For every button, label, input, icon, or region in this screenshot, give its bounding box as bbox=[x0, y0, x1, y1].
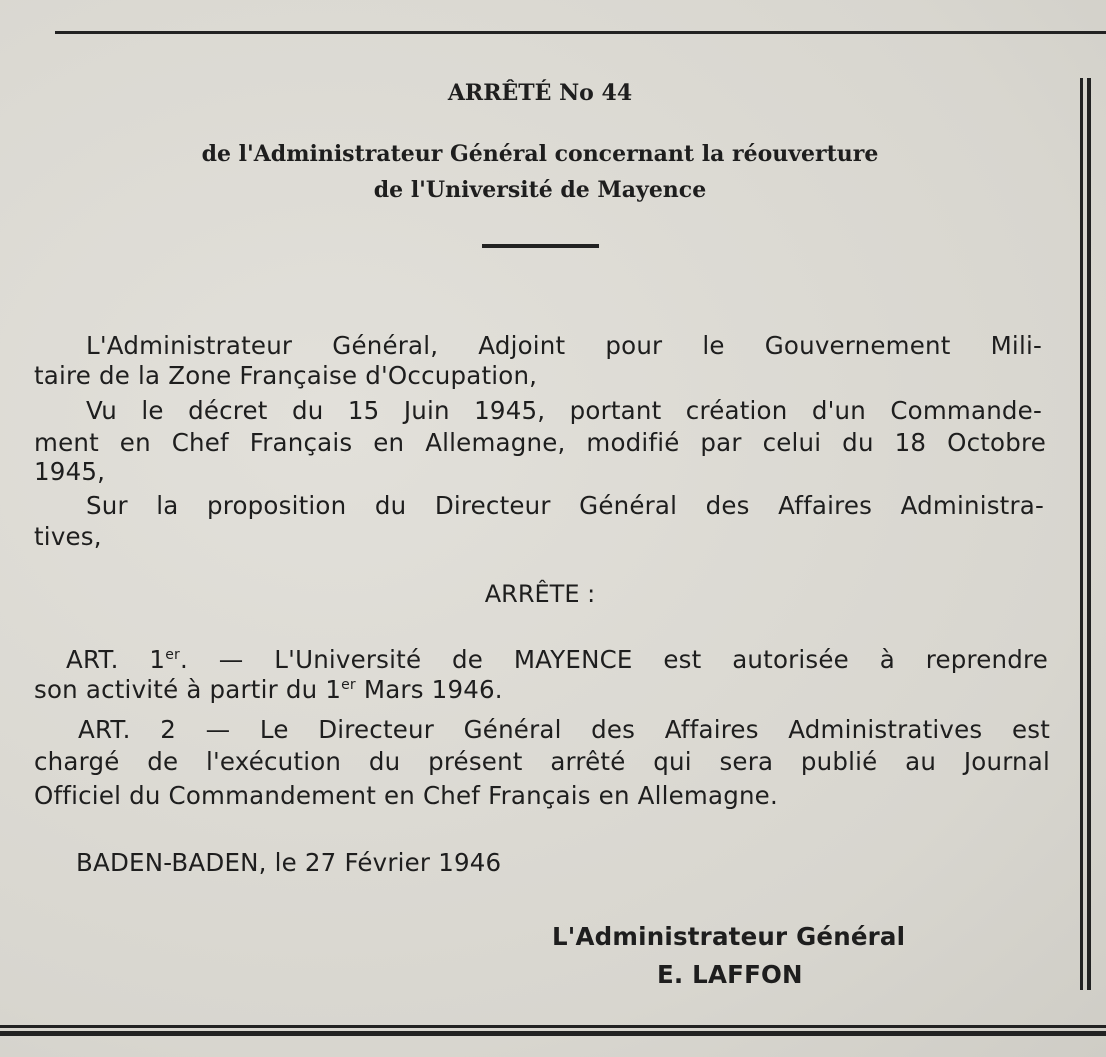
preamble-2-line-2: ment en Chef Français en Allemagne, modifié par celui du 18 Octobre bbox=[34, 428, 1046, 457]
article-1-line-1 bbox=[66, 645, 1048, 675]
art1-date-superscript: er bbox=[341, 676, 356, 693]
article-2-line-2: chargé de l'exécution du présent arrêté qui sera publié au Journal bbox=[34, 747, 1050, 776]
preamble-1-line-1: L'Administrateur Général, Adjoint pour le Gouvernement Mili- bbox=[86, 331, 1042, 360]
art1-superscript: er bbox=[165, 646, 181, 663]
top-rule bbox=[55, 31, 1106, 34]
document-title: ARRÊTÉ No 44 bbox=[447, 80, 633, 106]
preamble-2-line-3: 1945, bbox=[34, 457, 106, 486]
bottom-rule-thin bbox=[0, 1025, 1106, 1028]
place-date: BADEN-BADEN, le 27 Février 1946 bbox=[76, 848, 502, 877]
preamble-1-line-2: taire de la Zone Française d'Occupation, bbox=[34, 361, 538, 390]
title-divider bbox=[482, 244, 599, 248]
art1-text-3: Mars 1946. bbox=[355, 675, 503, 704]
art1-text: . — L'Université de MAYENCE est autorisée à reprendre bbox=[180, 645, 1048, 674]
art1-text-2: son activité à partir du 1 bbox=[34, 675, 342, 704]
article-1-line-2 bbox=[34, 675, 503, 705]
signature-name: E. LAFFON bbox=[657, 960, 803, 989]
article-2-line-3: Officiel du Commandement en Chef Français en Allemagne. bbox=[34, 781, 778, 810]
subtitle-line-1: de l'Administrateur Général concernant la réouverture bbox=[201, 141, 879, 167]
preamble-3-line-1: Sur la proposition du Directeur Général des Affaires Administra- bbox=[86, 491, 1044, 520]
arrete-heading: ARRÊTE : bbox=[484, 580, 596, 608]
signature-role: L'Administrateur Général bbox=[552, 922, 906, 951]
right-border-inner bbox=[1087, 78, 1091, 990]
subtitle-line-2: de l'Université de Mayence bbox=[373, 177, 707, 203]
bottom-rule-thick bbox=[0, 1031, 1106, 1036]
right-border-outer bbox=[1080, 78, 1083, 990]
preamble-2-line-1: Vu le décret du 15 Juin 1945, portant création d'un Commande- bbox=[86, 396, 1042, 425]
preamble-3-line-2: tives, bbox=[34, 522, 102, 551]
art1-label: ART. 1 bbox=[66, 645, 166, 674]
article-2-line-1: ART. 2 — Le Directeur Général des Affaires Administratives est bbox=[78, 715, 1050, 744]
